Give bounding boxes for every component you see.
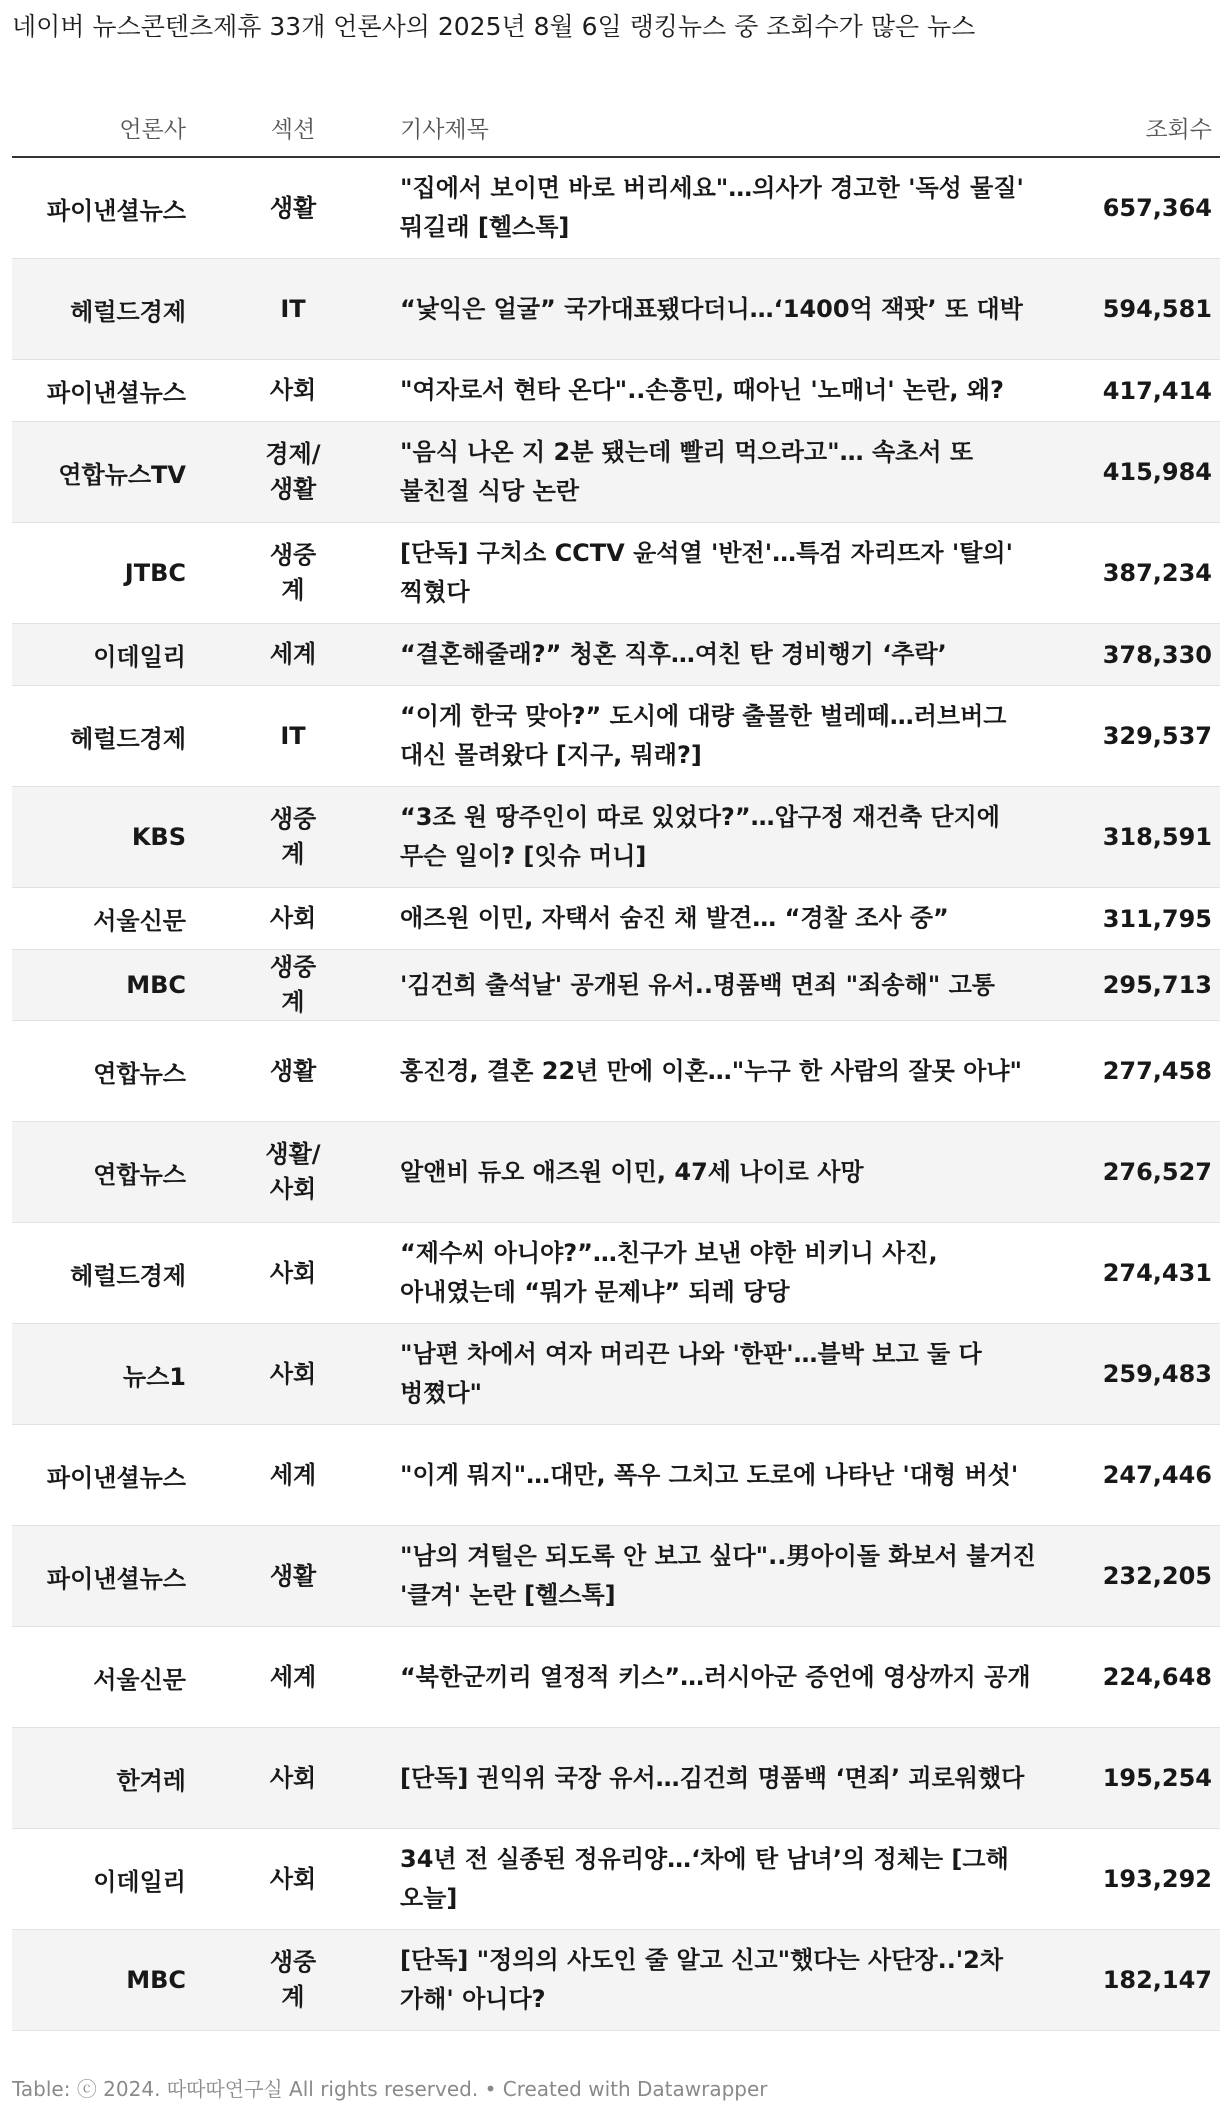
cell-views: 259,483 — [1045, 1324, 1220, 1425]
section-text: 사회 — [269, 376, 317, 404]
cell-section — [186, 523, 400, 624]
section-text: 사회 — [269, 904, 317, 932]
cell-views: 182,147 — [1045, 1930, 1220, 2031]
cell-section — [186, 1324, 400, 1425]
cell-section — [186, 1728, 400, 1829]
cell-article-title — [400, 1223, 1045, 1324]
article-title-text: "이게 뭐지"…대만, 폭우 그치고 도로에 나타난 '대형 버섯' — [400, 1460, 1019, 1489]
cell-article-title — [400, 686, 1045, 787]
cell-views: 295,713 — [1045, 950, 1220, 1021]
table-row — [12, 1324, 1220, 1425]
cell-section — [186, 686, 400, 787]
table-row — [12, 1829, 1220, 1930]
cell-views: 193,292 — [1045, 1829, 1220, 1930]
article-title-text: “결혼해줄래?” 청혼 직후…여친 탄 경비행기 ‘추락’ — [400, 640, 947, 668]
cell-section — [186, 1829, 400, 1930]
cell-views: 387,234 — [1045, 523, 1220, 624]
cell-publisher: 이데일리 — [12, 624, 186, 686]
table-row — [12, 1930, 1220, 2031]
article-title-text: “북한군끼리 열정적 키스”…러시아군 증언에 영상까지 공개 — [400, 1662, 1031, 1691]
header-row — [12, 98, 1220, 157]
cell-publisher: 파이낸셜뉴스 — [12, 1526, 186, 1627]
cell-article-title — [400, 1122, 1045, 1223]
cell-section — [186, 624, 400, 686]
cell-publisher: 한겨레 — [12, 1728, 186, 1829]
table-row — [12, 1122, 1220, 1223]
section-text: 세계 — [269, 1662, 317, 1691]
article-title-text: 알앤비 듀오 애즈원 이민, 47세 나이로 사망 — [400, 1157, 864, 1186]
cell-article-title — [400, 888, 1045, 950]
article-title-text: “제수씨 아니야?”…친구가 보낸 야한 비키니 사진, 아내였는데 “뭐가 문제냐” 되레 당당 — [400, 1239, 938, 1306]
header-article-title[interactable]: 기사제목 — [400, 98, 1045, 157]
cell-views: 195,254 — [1045, 1728, 1220, 1829]
section-text: 세계 — [269, 640, 317, 668]
cell-publisher: 헤럴드경제 — [12, 1223, 186, 1324]
cell-views: 657,364 — [1045, 157, 1220, 259]
cell-views: 329,537 — [1045, 686, 1220, 787]
cell-article-title — [400, 1930, 1045, 2031]
article-title-text: 애즈원 이민, 자택서 숨진 채 발견… “경찰 조사 중” — [400, 904, 949, 932]
article-title-text: "집에서 보이면 바로 버리세요"…의사가 경고한 '독성 물질' 뭐길래 [헬스톡] — [400, 174, 1024, 241]
cell-article-title — [400, 1627, 1045, 1728]
cell-article-title — [400, 1728, 1045, 1829]
cell-views: 594,581 — [1045, 259, 1220, 360]
cell-article-title — [400, 1021, 1045, 1122]
cell-views: 378,330 — [1045, 624, 1220, 686]
cell-publisher: 연합뉴스 — [12, 1122, 186, 1223]
table-row — [12, 1021, 1220, 1122]
cell-publisher: 헤럴드경제 — [12, 686, 186, 787]
cell-section — [186, 1627, 400, 1728]
section-text: 생활 — [269, 1056, 317, 1085]
cell-article-title — [400, 259, 1045, 360]
table-row — [12, 259, 1220, 360]
cell-publisher: 헤럴드경제 — [12, 259, 186, 360]
section-text: 사회 — [269, 1763, 317, 1792]
article-title-text: 홍진경, 결혼 22년 만에 이혼…"누구 한 사람의 잘못 아냐" — [400, 1056, 1023, 1085]
cell-views: 232,205 — [1045, 1526, 1220, 1627]
section-text: 생중계 — [269, 805, 317, 868]
article-title-text: [단독] 구치소 CCTV 윤석열 '반전'…특검 자리뜨자 '탈의' 찍혔다 — [400, 539, 1013, 606]
footer-credit: Table: ⓒ 2024. 따따따연구실 All rights reserved. • Created with Datawrapper — [12, 2077, 768, 2101]
cell-publisher: 뉴스1 — [12, 1324, 186, 1425]
cell-publisher: 파이낸셜뉴스 — [12, 360, 186, 422]
ranking-table — [12, 98, 1220, 2031]
table-row — [12, 624, 1220, 686]
article-title-text: “낯익은 얼굴” 국가대표됐다더니…‘1400억 잭팟’ 또 대박 — [400, 294, 1023, 323]
section-text: 사회 — [269, 1258, 317, 1287]
cell-section — [186, 787, 400, 888]
table-row — [12, 950, 1220, 1021]
cell-section — [186, 259, 400, 360]
article-title-text: [단독] "정의의 사도인 줄 알고 신고"했다는 사단장..'2차 가해' 아니다? — [400, 1946, 1004, 2013]
header-section[interactable]: 섹션 — [186, 98, 400, 157]
cell-views: 277,458 — [1045, 1021, 1220, 1122]
cell-views: 415,984 — [1045, 422, 1220, 523]
table-row — [12, 360, 1220, 422]
table-row — [12, 1425, 1220, 1526]
cell-views: 247,446 — [1045, 1425, 1220, 1526]
article-title-text: “3조 원 땅주인이 따로 있었다?”…압구정 재건축 단지에 무슨 일이? [잇슈 머니] — [400, 803, 1000, 870]
cell-views: 224,648 — [1045, 1627, 1220, 1728]
table-row — [12, 523, 1220, 624]
cell-publisher: 파이낸셜뉴스 — [12, 157, 186, 259]
article-title-text: 34년 전 실종된 정유리양…‘차에 탄 남녀’의 정체는 [그해 오늘] — [400, 1845, 1009, 1912]
section-text: 생중계 — [269, 953, 317, 1016]
table-row — [12, 1526, 1220, 1627]
cell-publisher: 서울신문 — [12, 888, 186, 950]
cell-article-title — [400, 950, 1045, 1021]
cell-views: 276,527 — [1045, 1122, 1220, 1223]
cell-article-title — [400, 1324, 1045, 1425]
section-text: 생중계 — [269, 1948, 317, 2011]
cell-section — [186, 1021, 400, 1122]
cell-section — [186, 1930, 400, 2031]
cell-section — [186, 422, 400, 523]
page-title: 네이버 뉴스콘텐츠제휴 33개 언론사의 2025년 8월 6일 랭킹뉴스 중 조회수가 많은 뉴스 — [12, 12, 976, 41]
section-text: 사회 — [269, 1359, 317, 1388]
section-text: 사회 — [269, 1864, 317, 1893]
cell-views: 318,591 — [1045, 787, 1220, 888]
table-row — [12, 1728, 1220, 1829]
article-title-text: "여자로서 현타 온다"..손흥민, 때아닌 '노매너' 논란, 왜? — [400, 376, 1004, 404]
section-text: IT — [280, 294, 306, 323]
article-title-text: [단독] 권익위 국장 유서…김건희 명품백 ‘면죄’ 괴로워했다 — [400, 1763, 1025, 1792]
cell-article-title — [400, 523, 1045, 624]
table-row — [12, 686, 1220, 787]
cell-section — [186, 157, 400, 259]
section-text: 생중계 — [269, 541, 317, 604]
cell-views: 417,414 — [1045, 360, 1220, 422]
cell-article-title — [400, 787, 1045, 888]
article-title-text: '김건희 출석날' 공개된 유서..명품백 면죄 "죄송해" 고통 — [400, 970, 995, 999]
section-text: 생활 — [269, 193, 317, 222]
cell-section — [186, 360, 400, 422]
table-row — [12, 888, 1220, 950]
section-text: IT — [280, 721, 306, 750]
cell-article-title — [400, 624, 1045, 686]
cell-article-title — [400, 157, 1045, 259]
table-body — [12, 157, 1220, 2031]
cell-publisher: 파이낸셜뉴스 — [12, 1425, 186, 1526]
cell-publisher: JTBC — [12, 523, 186, 624]
header-publisher[interactable]: 언론사 — [12, 98, 186, 157]
cell-publisher: 서울신문 — [12, 1627, 186, 1728]
cell-section — [186, 1526, 400, 1627]
table-row — [12, 422, 1220, 523]
cell-section — [186, 888, 400, 950]
cell-section — [186, 1223, 400, 1324]
cell-publisher: MBC — [12, 1930, 186, 2031]
table-header — [12, 98, 1220, 157]
cell-article-title — [400, 1829, 1045, 1930]
article-title-text: “이게 한국 맞아?” 도시에 대량 출몰한 벌레떼…러브버그 대신 몰려왔다 [지구, 뭐래?] — [400, 702, 1007, 769]
article-title-text: "남의 겨털은 되도록 안 보고 싶다"..男아이돌 화보서 불거진 '클겨' 논란 [헬스톡] — [400, 1542, 1036, 1609]
table-row — [12, 1627, 1220, 1728]
cell-publisher: KBS — [12, 787, 186, 888]
cell-section — [186, 950, 400, 1021]
cell-publisher: 이데일리 — [12, 1829, 186, 1930]
section-text: 생활 — [269, 1561, 317, 1590]
table-row — [12, 157, 1220, 259]
cell-section — [186, 1425, 400, 1526]
section-text: 경제/생활 — [265, 440, 321, 503]
cell-article-title — [400, 1526, 1045, 1627]
table-row — [12, 787, 1220, 888]
cell-publisher: 연합뉴스 — [12, 1021, 186, 1122]
cell-views: 311,795 — [1045, 888, 1220, 950]
article-title-text: "음식 나온 지 2분 됐는데 빨리 먹으라고"… 속초서 또 불친절 식당 논란 — [400, 438, 974, 505]
cell-article-title — [400, 422, 1045, 523]
header-views[interactable]: 조회수 — [1045, 98, 1220, 157]
cell-article-title — [400, 1425, 1045, 1526]
table-row — [12, 1223, 1220, 1324]
article-title-text: "남편 차에서 여자 머리끈 나와 '한판'…블박 보고 둘 다 벙쪘다" — [400, 1340, 982, 1407]
section-text: 세계 — [269, 1460, 317, 1489]
section-text: 생활/사회 — [265, 1140, 321, 1203]
cell-publisher: MBC — [12, 950, 186, 1021]
cell-article-title — [400, 360, 1045, 422]
cell-publisher: 연합뉴스TV — [12, 422, 186, 523]
cell-section — [186, 1122, 400, 1223]
cell-views: 274,431 — [1045, 1223, 1220, 1324]
